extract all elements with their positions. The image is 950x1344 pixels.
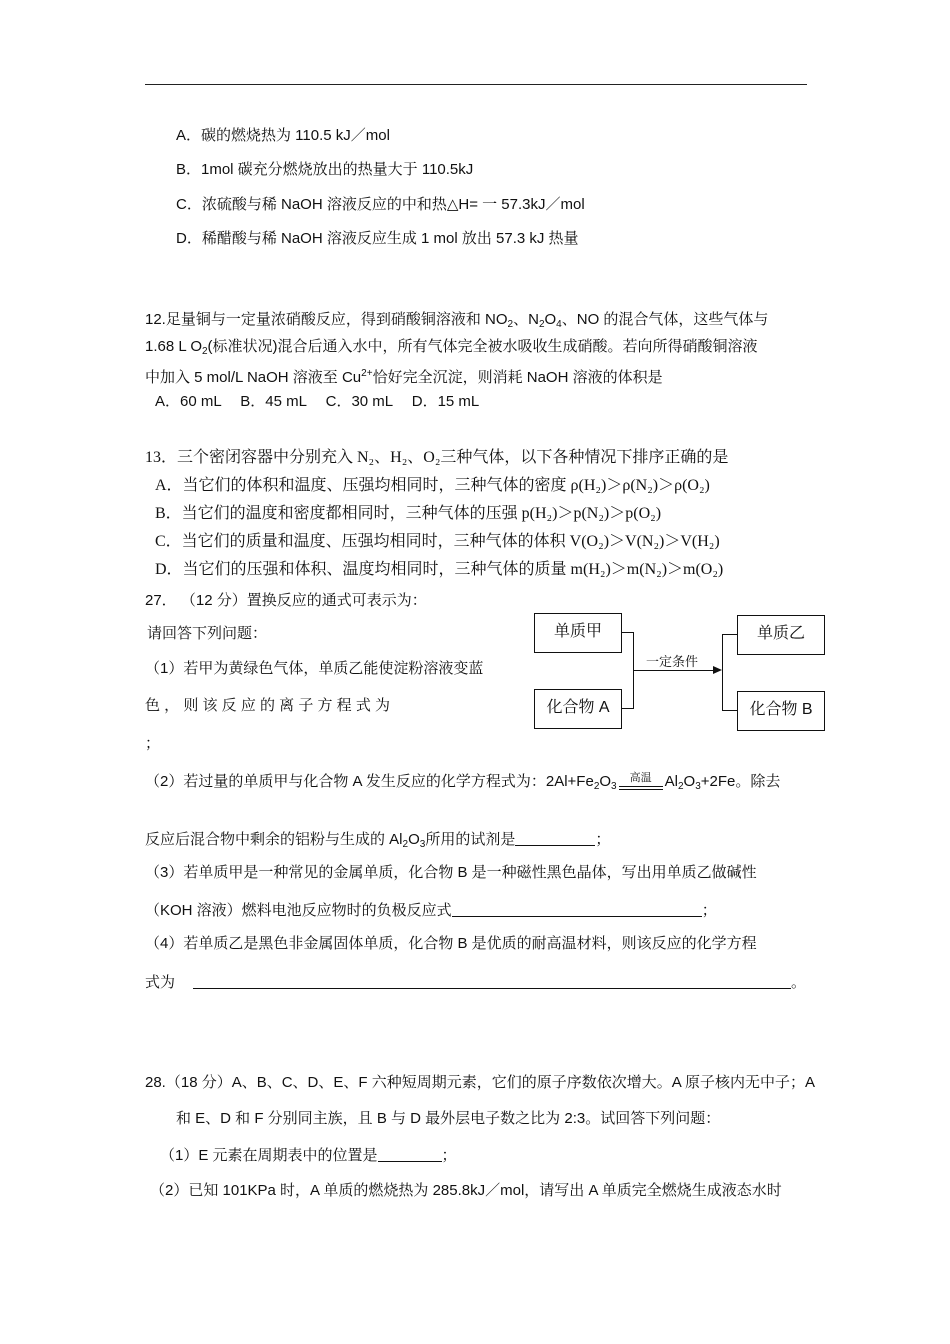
- q13-option-a: A．当它们的体积和温度、压强均相同时，三种气体的密度 ρ(H₂)＞ρ(N₂)＞ρ(O₂): [155, 477, 710, 494]
- high-temperature-condition: 高温: [617, 772, 665, 792]
- answer-blank[interactable]: [193, 972, 791, 989]
- q12-options: A．60 mL B．45 mL C．30 mL D．15 mL: [155, 393, 480, 410]
- q28-stem-line1: 28.（18 分）A、B、C、D、E、F 六种短周期元素，它们的原子序数依次增大。A 原子核内无中子；A: [145, 1074, 816, 1091]
- q11-option-d: D．稀醋酸与稀 NaOH 溶液反应生成 1 mol 放出 57.3 kJ 热量: [176, 230, 579, 247]
- diagram-box-element-yi: 单质乙: [737, 615, 825, 655]
- header-rule: [145, 84, 807, 85]
- diagram-box-element-jia: 单质甲: [534, 613, 622, 653]
- q27-part1-line2: 色 ， 则 该 反 应 的 离 子 方 程 式 为: [145, 697, 391, 714]
- q27-part4-line1: （4）若单质乙是黑色非金属固体单质，化合物 B 是优质的耐高温材料，则该反应的化学方程: [145, 935, 757, 952]
- q27-stem: 27． （12 分）置换反应的通式可表示为：: [145, 592, 427, 609]
- q11-option-b: B．1mol 碳充分燃烧放出的热量大于 110.5kJ: [176, 161, 474, 178]
- q12-stem-line2: 1.68 L $O_2$(标准状况)混合后通入水中，所有气体完全被水吸收生成硝酸。若向所得硝酸铜溶液: [145, 338, 758, 357]
- answer-blank[interactable]: [378, 1145, 442, 1162]
- reaction-condition-label: 一定条件: [646, 654, 699, 669]
- q27-part2-line1: （2）若过量的单质甲与化合物 A 发生反应的化学方程式为：$2Al+Fe_2O_3$ 高温 $Al_2O_3+2Fe$。除去: [145, 772, 781, 792]
- q13-option-c: C．当它们的质量和温度、压强均相同时，三种气体的体积 V(O₂)＞V(N₂)＞V(H₂): [155, 533, 720, 550]
- q13-option-b: B．当它们的温度和密度都相同时，三种气体的压强 p(H₂)＞p(N₂)＞p(O₂): [155, 505, 662, 522]
- q27-intro: 请回答下列问题：: [147, 625, 268, 642]
- q12-stem-line3: 中加入 5 mol/L NaOH 溶液至 $Cu^{2+}$恰好完全沉淀，则消耗 NaOH 溶液的体积是: [145, 368, 663, 386]
- connector-line: [722, 634, 723, 710]
- reaction-arrow-shaft: [634, 670, 716, 671]
- q13-stem: 13．三个密闭容器中分别充入 N₂、H₂、O₂三种气体，以下各种情况下排序正确的是: [145, 449, 729, 466]
- q27-part1-line1: （1）若甲为黄绿色气体，单质乙能使淀粉溶液变蓝: [145, 660, 484, 677]
- arrow-head-icon: [713, 666, 722, 674]
- q27-part4-line2: 式为 。: [145, 974, 807, 991]
- answer-blank[interactable]: [515, 829, 595, 846]
- q27-part2-line2: 反应后混合物中剩余的铝粉与生成的 $Al_2O_3$所用的试剂是 ；: [145, 831, 611, 850]
- q28-part1: （1）E 元素在周期表中的位置是 ；: [160, 1147, 457, 1164]
- diagram-box-compound-b: 化合物 B: [737, 691, 825, 731]
- q28-stem-line2: 和 E、D 和 F 分别同主族，且 B 与 D 最外层电子数之比为 2:3。试回答下列问题：: [176, 1110, 721, 1127]
- connector-line: [722, 710, 737, 711]
- diagram-box-compound-a: 化合物 A: [534, 689, 622, 729]
- q27-part3-line2: （KOH 溶液）燃料电池反应物时的负极反应式 ；: [145, 902, 717, 919]
- answer-blank[interactable]: [452, 900, 702, 917]
- q27-part1-line3: ；: [145, 735, 161, 752]
- q12-stem-line1: 12.足量铜与一定量浓硝酸反应，得到硝酸铜溶液和 $NO_2$、$N_2O_4$、NO 的混合气体，这些气体与: [145, 311, 769, 330]
- q11-option-a: A．碳的燃烧热为 110.5 kJ／mol: [176, 127, 390, 144]
- q28-part2: （2）已知 101KPa 时，A 单质的燃烧热为 285.8kJ／mol，请写出 A 单质完全燃烧生成液态水时: [150, 1182, 782, 1199]
- connector-line: [722, 634, 737, 635]
- q27-part3-line1: （3）若单质甲是一种常见的金属单质，化合物 B 是一种磁性黑色晶体，写出用单质乙做碱性: [145, 864, 757, 881]
- q13-option-d: D．当它们的压强和体积、温度均相同时，三种气体的质量 m(H₂)＞m(N₂)＞m(O₂): [155, 561, 724, 578]
- q11-option-c: C．浓硫酸与稀 NaOH 溶液反应的中和热△H= 一 57.3kJ／mol: [176, 196, 585, 213]
